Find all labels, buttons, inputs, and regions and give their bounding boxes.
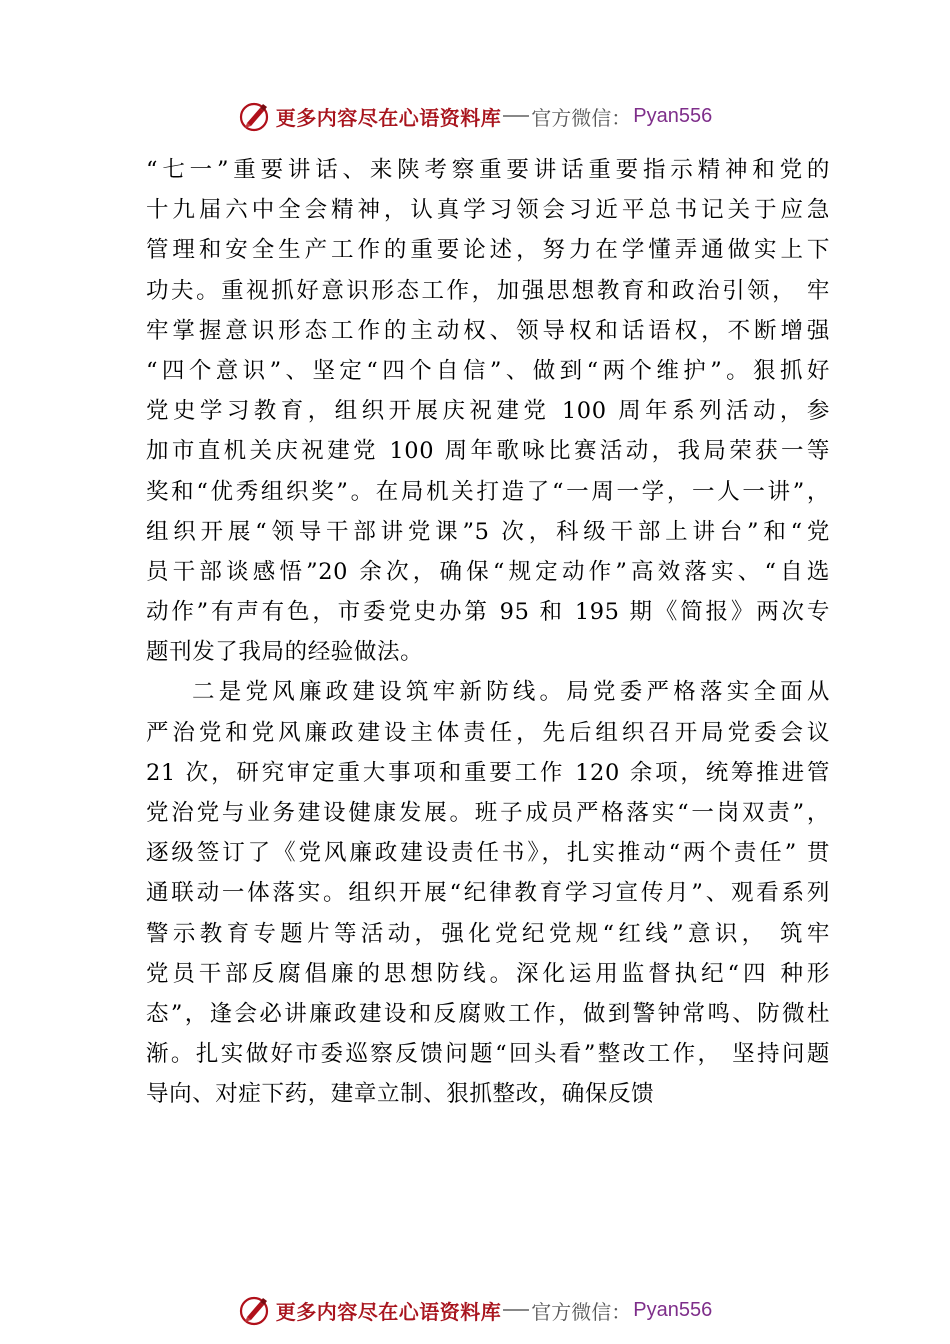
banner-text	[276, 102, 712, 131]
body-line: 态”，逢会必讲廉政建设和反腐败工作，做到警钟常鸣、防微杜	[146, 1000, 830, 1027]
brand-text: 更多内容尽在心语资料库	[275, 105, 502, 130]
body-line: 通联动一体落实。组织开展“纪律教育学习宣传月”、观看系列	[146, 880, 830, 907]
pen-logo-icon	[238, 1293, 272, 1327]
body-line: 十九届六中全会精神，认真学习领会习近平总书记关于应急	[146, 197, 830, 224]
body-line: 党治党与业务建设健康发展。班子成员严格落实“一岗双责”，	[146, 800, 830, 826]
body-line: 奖和“优秀组织奖”。在局机关打造了“一周一学，一人一讲”，	[146, 478, 830, 505]
body-line: 21 次，研究审定重大事项和重要工作 120 余项，统筹推进管	[146, 759, 830, 786]
wechat-id: Pyan556	[633, 104, 713, 127]
body-line: “七一”重要讲话、来陕考察重要讲话重要指示精神和党的	[146, 157, 830, 183]
body-line: 管理和安全生产工作的重要论述，努力在学懂弄通做实上下	[146, 237, 830, 264]
banner-dash	[503, 1309, 529, 1311]
body-line: 渐。扎实做好市委巡察反馈问题“回头看”整改工作， 坚持问题	[146, 1041, 830, 1068]
body-line: 严治党和党风廉政建设主体责任，先后组织召开局党委会议	[146, 719, 830, 746]
wechat-label: 官方微信：	[531, 1299, 632, 1324]
body-line: 党员干部反腐倡廉的思想防线。深化运用监督执纪“四 种形	[146, 960, 830, 987]
pen-logo-icon	[238, 99, 272, 133]
body-line: 导向、对症下药，建章立制、狠抓整改，确保反馈	[146, 1081, 655, 1108]
body-line: 党史学习教育，组织开展庆祝建党 100 周年系列活动，参	[146, 398, 830, 425]
body-line: 组织开展“领导干部讲党课”5 次，科级干部上讲台”和“党	[146, 518, 830, 545]
body-line: 动作”有声有色，市委党史办第 95 和 195 期《简报》两次专	[146, 599, 830, 626]
body-line: 逐级签订了《党风廉政建设责任书》，扎实推动“两个责任” 贯	[146, 840, 830, 867]
body-line: 题刊发了我局的经验做法。	[146, 639, 424, 666]
banner-text	[276, 1296, 712, 1325]
brand-text: 更多内容尽在心语资料库	[275, 1299, 502, 1324]
paragraph-start-line: 二是党风廉政建设筑牢新防线。局党委严格落实全面从	[192, 679, 830, 706]
document-body	[146, 150, 830, 1115]
body-line: 牢掌握意识形态工作的主动权、领导权和话语权，不断增强	[146, 317, 830, 344]
header-banner	[0, 96, 950, 136]
footer-banner	[0, 1290, 950, 1330]
wechat-label: 官方微信：	[531, 105, 632, 130]
body-line: 功夫。重视抓好意识形态工作，加强思想教育和政治引领， 牢	[146, 277, 830, 304]
body-line: 警示教育专题片等活动，强化党纪党规“红线”意识， 筑牢	[146, 920, 830, 947]
body-line: 加市直机关庆祝建党 100 周年歌咏比赛活动，我局荣获一等	[146, 438, 830, 465]
body-line: 员干部谈感悟”20 余次，确保“规定动作”高效落实、“自选	[146, 558, 830, 585]
banner-dash	[503, 115, 529, 117]
body-line: “四个意识”、坚定“四个自信”、做到“两个维护”。狠抓好	[146, 357, 830, 384]
wechat-id: Pyan556	[633, 1298, 713, 1321]
